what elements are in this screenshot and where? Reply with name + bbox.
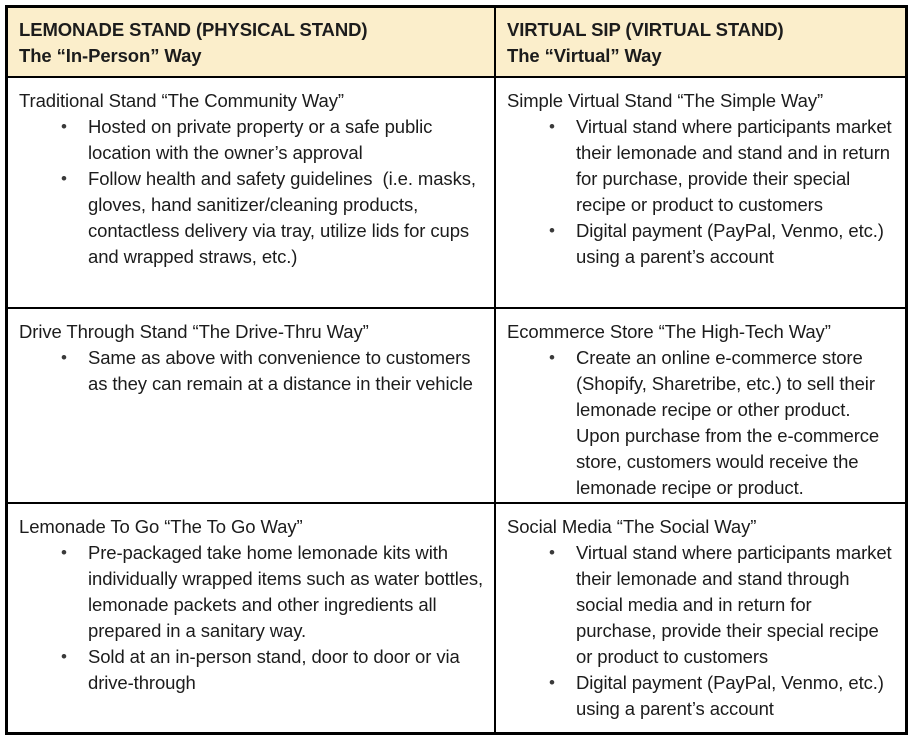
bullet-text: Follow health and safety guidelines (i.e. masks, gloves, hand sanitizer/cleaning products, contactless delivery via tray, utilize lids for cups and wrapped straws, etc.) bbox=[88, 168, 481, 267]
bullet-text: Sold at an in-person stand, door to door or via drive-through bbox=[88, 646, 465, 693]
bullet-item bbox=[549, 218, 896, 270]
bullet-list bbox=[19, 114, 485, 270]
bullet-item bbox=[61, 345, 485, 397]
header-subtitle: The “Virtual” Way bbox=[507, 45, 662, 66]
bullet-icon: • bbox=[549, 673, 555, 692]
bullet-icon: • bbox=[61, 543, 67, 562]
cell-heading: Social Media “The Social Way” bbox=[507, 516, 757, 537]
bullet-text: Virtual stand where participants market their lemonade and stand through social media and in return for purchase, provide their special recipe or product to customers bbox=[576, 542, 897, 667]
cell-lemonade-to-go bbox=[8, 504, 496, 732]
cell-ecommerce-store bbox=[496, 309, 905, 504]
bullet-text: Virtual stand where participants market their lemonade and stand and in return for purchase, provide their special recipe or product to customers bbox=[576, 116, 897, 215]
cell-traditional-stand bbox=[8, 78, 496, 309]
cell-heading: Lemonade To Go “The To Go Way” bbox=[19, 516, 303, 537]
bullet-item bbox=[549, 540, 897, 670]
header-subtitle: The “In-Person” Way bbox=[19, 45, 202, 66]
bullet-icon: • bbox=[61, 117, 67, 136]
header-title: LEMONADE STAND (PHYSICAL STAND) bbox=[19, 19, 368, 40]
bullet-icon: • bbox=[549, 221, 555, 240]
bullet-text: Digital payment (PayPal, Venmo, etc.) using a parent’s account bbox=[576, 220, 889, 267]
bullet-icon: • bbox=[61, 169, 67, 188]
cell-social-media bbox=[496, 504, 905, 732]
bullet-list bbox=[19, 540, 489, 696]
bullet-text: Create an online e-commerce store (Shopify, Sharetribe, etc.) to sell their lemonade recipe or other product. Upon purchase from the e-commerce store, customers would receive the lemonade recipe or product. bbox=[576, 347, 885, 498]
bullet-icon: • bbox=[549, 348, 555, 367]
bullet-item bbox=[549, 114, 897, 218]
bullet-item bbox=[61, 114, 485, 166]
bullet-text: Same as above with convenience to customers as they can remain at a distance in their vehicle bbox=[88, 347, 476, 394]
comparison-table bbox=[5, 5, 908, 735]
bullet-icon: • bbox=[61, 348, 67, 367]
bullet-item bbox=[549, 670, 896, 722]
cell-heading: Ecommerce Store “The High-Tech Way” bbox=[507, 321, 831, 342]
cell-heading: Traditional Stand “The Community Way” bbox=[19, 90, 344, 111]
bullet-icon: • bbox=[549, 117, 555, 136]
header-cell-lemonade-stand bbox=[8, 8, 496, 78]
bullet-item bbox=[61, 540, 489, 644]
bullet-list bbox=[19, 345, 485, 397]
bullet-icon: • bbox=[61, 647, 67, 666]
bullet-item bbox=[61, 166, 485, 270]
bullet-item bbox=[61, 644, 485, 696]
bullet-item bbox=[549, 345, 896, 501]
cell-drive-through-stand bbox=[8, 309, 496, 504]
bullet-text: Digital payment (PayPal, Venmo, etc.) using a parent’s account bbox=[576, 672, 889, 719]
bullet-text: Hosted on private property or a safe public location with the owner’s approval bbox=[88, 116, 438, 163]
header-title: VIRTUAL SIP (VIRTUAL STAND) bbox=[507, 19, 784, 40]
cell-heading: Drive Through Stand “The Drive-Thru Way” bbox=[19, 321, 369, 342]
bullet-list bbox=[507, 114, 896, 270]
bullet-text: Pre-packaged take home lemonade kits with individually wrapped items such as water bottles, lemonade packets and other ingredients all prepared in a sanitary way. bbox=[88, 542, 489, 641]
header-cell-virtual-sip bbox=[496, 8, 905, 78]
bullet-list bbox=[507, 540, 896, 722]
cell-heading: Simple Virtual Stand “The Simple Way” bbox=[507, 90, 824, 111]
cell-simple-virtual-stand bbox=[496, 78, 905, 309]
bullet-icon: • bbox=[549, 543, 555, 562]
bullet-list bbox=[507, 345, 896, 501]
